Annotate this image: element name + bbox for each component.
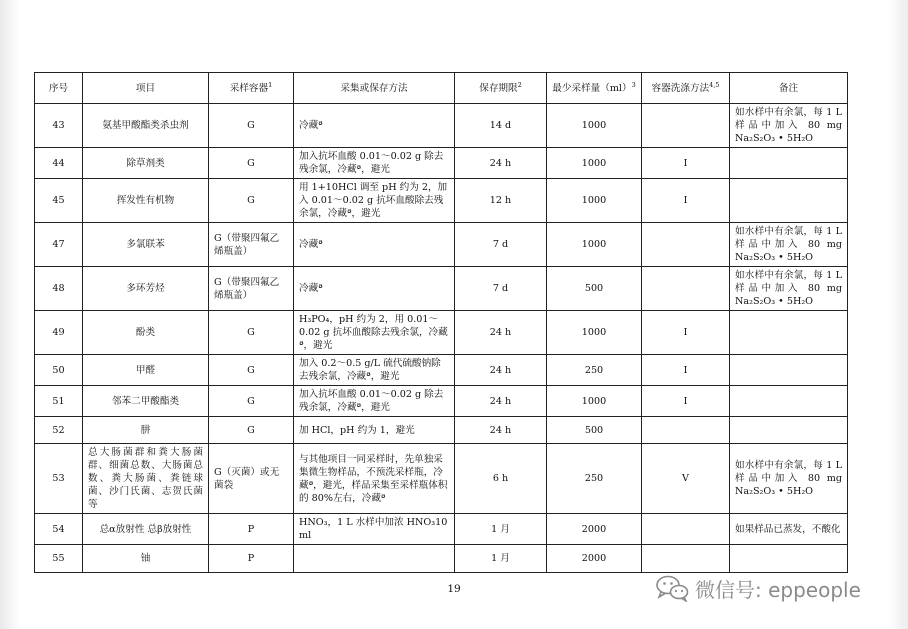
cell-container: G（灭菌）或无菌袋 xyxy=(209,444,294,514)
header-wash: 容器洗涤方法$^{4,5}$ xyxy=(642,73,730,104)
cell-notes: 如果样品已蒸发，不酸化 xyxy=(730,514,848,545)
cell-method xyxy=(294,545,455,573)
cell-notes xyxy=(730,386,848,417)
cell-volume: 250 xyxy=(547,444,642,514)
cell-period: 24 h xyxy=(455,311,547,355)
cell-wash xyxy=(642,417,730,444)
header-wash-sup: 4,5 xyxy=(709,80,720,89)
cell-container: G xyxy=(209,311,294,355)
cell-period: 24 h xyxy=(455,386,547,417)
cell-volume: 500 xyxy=(547,267,642,311)
watermark xyxy=(655,572,895,604)
cell-notes: 如水样中有余氯，每 1 L 样品中加入 80 mg Na₂S₂O₃ • 5H₂O xyxy=(730,267,848,311)
header-volume: 最少采样量（ml）$^3$ xyxy=(547,73,642,104)
cell-wash: I xyxy=(642,179,730,223)
cell-method: 加 HCl，pH 约为 1，避光 xyxy=(294,417,455,444)
cell-no: 48 xyxy=(35,267,83,311)
cell-volume: 1000 xyxy=(547,386,642,417)
cell-notes xyxy=(730,311,848,355)
watermark-text: 微信号: eppeople xyxy=(695,577,861,602)
cell-no: 49 xyxy=(35,311,83,355)
table-row xyxy=(35,444,848,514)
cell-volume: 2000 xyxy=(547,545,642,573)
cell-period: 12 h xyxy=(455,179,547,223)
cell-volume: 1000 xyxy=(547,311,642,355)
cell-wash: I xyxy=(642,386,730,417)
sampling-table xyxy=(34,72,848,573)
cell-container: G（带聚四氟乙烯瓶盖） xyxy=(209,267,294,311)
cell-item: 多环芳烃 xyxy=(83,267,209,311)
table-row xyxy=(35,148,848,179)
cell-notes xyxy=(730,179,848,223)
cell-item: 除草剂类 xyxy=(83,148,209,179)
cell-container: G xyxy=(209,179,294,223)
cell-volume: 1000 xyxy=(547,223,642,267)
cell-no: 51 xyxy=(35,386,83,417)
cell-container: P xyxy=(209,545,294,573)
cell-method: 冷藏ª xyxy=(294,104,455,148)
cell-wash: I xyxy=(642,311,730,355)
cell-item: 挥发性有机物 xyxy=(83,179,209,223)
table-row xyxy=(35,386,848,417)
cell-container: G xyxy=(209,104,294,148)
table-header-row xyxy=(35,73,848,104)
table-row xyxy=(35,267,848,311)
cell-period: 14 d xyxy=(455,104,547,148)
cell-period: 24 h xyxy=(455,148,547,179)
cell-period: 24 h xyxy=(455,355,547,386)
cell-notes: 如水样中有余氯，每 1 L 样品中加入 80 mg Na₂S₂O₃ • 5H₂O xyxy=(730,444,848,514)
cell-volume: 1000 xyxy=(547,104,642,148)
cell-item: 邻苯二甲酸酯类 xyxy=(83,386,209,417)
wechat-icon xyxy=(655,574,689,602)
cell-volume: 1000 xyxy=(547,179,642,223)
page-number: 19 xyxy=(447,583,461,595)
header-container-sup: 1 xyxy=(268,80,273,89)
cell-item: 肼 xyxy=(83,417,209,444)
cell-wash xyxy=(642,545,730,573)
cell-method: 冷藏ª xyxy=(294,267,455,311)
cell-no: 45 xyxy=(35,179,83,223)
cell-notes xyxy=(730,545,848,573)
cell-period: 24 h xyxy=(455,417,547,444)
cell-container: G xyxy=(209,417,294,444)
cell-wash: I xyxy=(642,148,730,179)
header-period: 保存期限$^2$ xyxy=(455,73,547,104)
cell-notes xyxy=(730,355,848,386)
cell-method: 加入抗坏血酸 0.01～0.02 g 除去残余氯，冷藏ª，避光 xyxy=(294,148,455,179)
page-shadow-left xyxy=(0,0,20,629)
cell-wash: I xyxy=(642,355,730,386)
cell-item: 铀 xyxy=(83,545,209,573)
cell-container: P xyxy=(209,514,294,545)
cell-volume: 250 xyxy=(547,355,642,386)
cell-method: 与其他项目一同采样时，先单独采集微生物样品，不预洗采样瓶，冷藏ª，避光，样品采集至采样瓶体积的 80%左右，冷藏ª xyxy=(294,444,455,514)
cell-wash xyxy=(642,104,730,148)
page-shadow-right xyxy=(888,0,908,629)
header-item: 项目 xyxy=(83,73,209,104)
table-row xyxy=(35,545,848,573)
cell-period: 1 月 xyxy=(455,514,547,545)
cell-wash xyxy=(642,223,730,267)
header-notes: 备注 xyxy=(730,73,848,104)
cell-no: 47 xyxy=(35,223,83,267)
cell-method: 加入抗坏血酸 0.01～0.02 g 除去残余氯，冷藏ª，避光 xyxy=(294,386,455,417)
header-period-sup: 2 xyxy=(517,80,522,89)
table-row xyxy=(35,104,848,148)
cell-notes xyxy=(730,148,848,179)
cell-item: 甲醛 xyxy=(83,355,209,386)
cell-item: 总大肠菌群和粪大肠菌群、细菌总数、大肠菌总数、粪大肠菌、粪链球菌、沙门氏菌、志贺氏菌等 xyxy=(83,444,209,514)
cell-no: 50 xyxy=(35,355,83,386)
header-no: 序号 xyxy=(35,73,83,104)
table-row xyxy=(35,355,848,386)
cell-notes: 如水样中有余氯，每 1 L 样品中加入 80 mg Na₂S₂O₃ • 5H₂O xyxy=(730,104,848,148)
cell-method: HNO₃，1 L 水样中加浓 HNO₃10 ml xyxy=(294,514,455,545)
cell-period: 1 月 xyxy=(455,545,547,573)
cell-method: H₃PO₄，pH 约为 2，用 0.01～0.02 g 抗坏血酸除去残余氯，冷藏ª，避光 xyxy=(294,311,455,355)
cell-method: 用 1+10HCl 调至 pH 约为 2，加入 0.01～0.02 g 抗坏血酸除去残余氯，冷藏ª，避光 xyxy=(294,179,455,223)
cell-item: 酚类 xyxy=(83,311,209,355)
cell-period: 6 h xyxy=(455,444,547,514)
cell-period: 7 d xyxy=(455,223,547,267)
header-volume-sup: 3 xyxy=(631,80,636,89)
table-row xyxy=(35,311,848,355)
cell-volume: 2000 xyxy=(547,514,642,545)
cell-wash: V xyxy=(642,444,730,514)
table-row xyxy=(35,417,848,444)
header-container: 采样容器$^1$ xyxy=(209,73,294,104)
header-method: 采集或保存方法 xyxy=(294,73,455,104)
cell-item: 总α放射性 总β放射性 xyxy=(83,514,209,545)
cell-notes: 如水样中有余氯，每 1 L 样品中加入 80 mg Na₂S₂O₃ • 5H₂O xyxy=(730,223,848,267)
cell-container: G（带聚四氟乙烯瓶盖） xyxy=(209,223,294,267)
cell-no: 53 xyxy=(35,444,83,514)
cell-volume: 500 xyxy=(547,417,642,444)
cell-notes xyxy=(730,417,848,444)
cell-volume: 1000 xyxy=(547,148,642,179)
table-row xyxy=(35,514,848,545)
table-row xyxy=(35,223,848,267)
cell-wash xyxy=(642,267,730,311)
cell-wash xyxy=(642,514,730,545)
cell-container: G xyxy=(209,355,294,386)
cell-period: 7 d xyxy=(455,267,547,311)
cell-no: 43 xyxy=(35,104,83,148)
cell-no: 44 xyxy=(35,148,83,179)
cell-container: G xyxy=(209,386,294,417)
cell-container: G xyxy=(209,148,294,179)
cell-no: 54 xyxy=(35,514,83,545)
cell-item: 氨基甲酸酯类杀虫剂 xyxy=(83,104,209,148)
cell-method: 加入 0.2～0.5 g/L 硫代硫酸钠除去残余氯，冷藏ª，避光 xyxy=(294,355,455,386)
cell-no: 55 xyxy=(35,545,83,573)
cell-method: 冷藏ª xyxy=(294,223,455,267)
cell-item: 多氯联苯 xyxy=(83,223,209,267)
table-row xyxy=(35,179,848,223)
cell-no: 52 xyxy=(35,417,83,444)
